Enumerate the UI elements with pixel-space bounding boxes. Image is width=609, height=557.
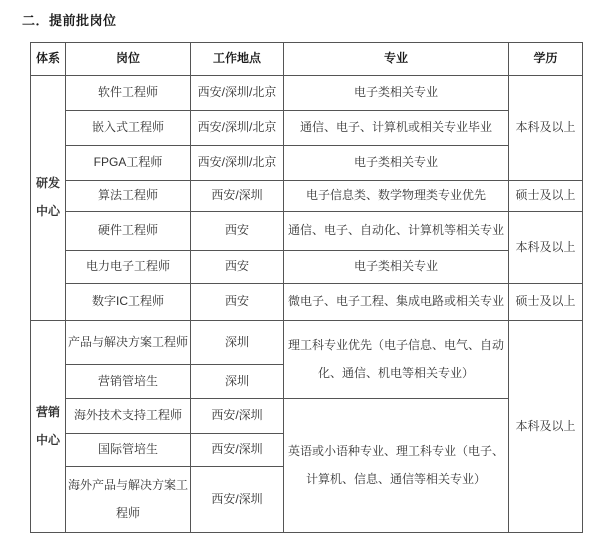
major-cell: 电子类相关专业 bbox=[284, 251, 509, 284]
location-cell: 西安/深圳 bbox=[191, 467, 284, 533]
position-cell: 嵌入式工程师 bbox=[66, 111, 191, 146]
education-cell: 硕士及以上 bbox=[509, 181, 583, 212]
education-cell: 本科及以上 bbox=[509, 76, 583, 181]
position-cell: 数字IC工程师 bbox=[66, 284, 191, 321]
table-row bbox=[31, 251, 583, 284]
header-major: 专业 bbox=[284, 43, 509, 76]
location-cell: 西安/深圳 bbox=[191, 399, 284, 434]
section-title: 二．提前批岗位 bbox=[22, 13, 117, 28]
major-cell: 英语或小语种专业、理工科专业（电子、计算机、信息、通信等相关专业） bbox=[284, 399, 509, 533]
position-cell: 产品与解决方案工程师 bbox=[66, 321, 191, 365]
position-cell: 海外技术支持工程师 bbox=[66, 399, 191, 434]
location-cell: 西安/深圳 bbox=[191, 181, 284, 212]
header-location: 工作地点 bbox=[191, 43, 284, 76]
header-position: 岗位 bbox=[66, 43, 191, 76]
education-cell: 硕士及以上 bbox=[509, 284, 583, 321]
major-cell: 电子类相关专业 bbox=[284, 76, 509, 111]
position-cell: 电力电子工程师 bbox=[66, 251, 191, 284]
position-cell: 软件工程师 bbox=[66, 76, 191, 111]
header-row bbox=[31, 43, 583, 76]
education-cell: 本科及以上 bbox=[509, 321, 583, 533]
table-row bbox=[31, 146, 583, 181]
location-cell: 西安 bbox=[191, 212, 284, 251]
location-cell: 西安 bbox=[191, 251, 284, 284]
major-cell: 通信、电子、计算机或相关专业毕业 bbox=[284, 111, 509, 146]
major-cell: 电子类相关专业 bbox=[284, 146, 509, 181]
position-cell: 硬件工程师 bbox=[66, 212, 191, 251]
location-cell: 西安 bbox=[191, 284, 284, 321]
education-cell: 本科及以上 bbox=[509, 212, 583, 284]
major-cell: 理工科专业优先（电子信息、电气、自动化、通信、机电等相关专业） bbox=[284, 321, 509, 399]
table-row bbox=[31, 399, 583, 434]
major-cell: 微电子、电子工程、集成电路或相关专业 bbox=[284, 284, 509, 321]
position-cell: 海外产品与解决方案工程师 bbox=[66, 467, 191, 533]
position-cell: FPGA工程师 bbox=[66, 146, 191, 181]
system-cell-marketing: 营销中心 bbox=[31, 321, 66, 533]
table-row bbox=[31, 181, 583, 212]
major-cell: 通信、电子、自动化、计算机等相关专业 bbox=[284, 212, 509, 251]
header-education: 学历 bbox=[509, 43, 583, 76]
table-row bbox=[31, 111, 583, 146]
table-row bbox=[31, 321, 583, 365]
positions-table bbox=[30, 42, 583, 533]
location-cell: 西安/深圳/北京 bbox=[191, 76, 284, 111]
location-cell: 深圳 bbox=[191, 365, 284, 399]
header-system: 体系 bbox=[31, 43, 66, 76]
major-cell: 电子信息类、数学物理类专业优先 bbox=[284, 181, 509, 212]
position-cell: 算法工程师 bbox=[66, 181, 191, 212]
location-cell: 西安/深圳/北京 bbox=[191, 146, 284, 181]
position-cell: 国际管培生 bbox=[66, 434, 191, 467]
position-cell: 营销管培生 bbox=[66, 365, 191, 399]
table-row bbox=[31, 284, 583, 321]
location-cell: 西安/深圳/北京 bbox=[191, 111, 284, 146]
location-cell: 深圳 bbox=[191, 321, 284, 365]
location-cell: 西安/深圳 bbox=[191, 434, 284, 467]
system-cell-rd: 研发中心 bbox=[31, 76, 66, 321]
table-row bbox=[31, 76, 583, 111]
table-row bbox=[31, 212, 583, 251]
